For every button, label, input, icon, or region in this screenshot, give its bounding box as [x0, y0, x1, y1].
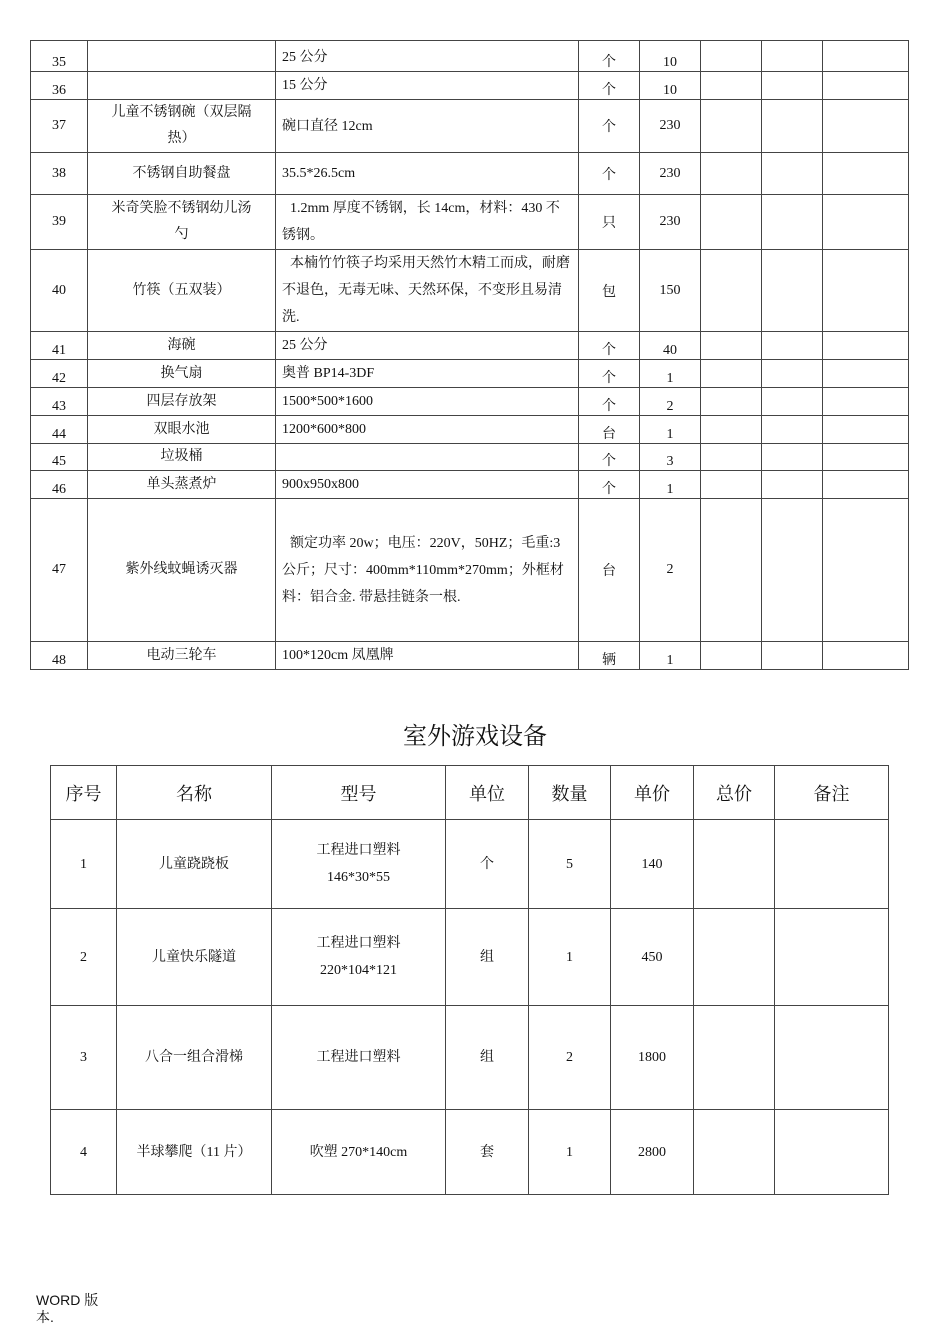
- item-spec: 1.2mm 厚度不锈钢，长 14cm，材料：430 不锈钢。: [276, 195, 579, 250]
- item-note: [775, 820, 889, 909]
- empty-cell: [823, 250, 909, 332]
- empty-cell: [823, 388, 909, 416]
- item-name: 儿童快乐隧道: [117, 909, 272, 1006]
- empty-cell: [823, 195, 909, 250]
- item-name: 海碗: [88, 332, 276, 360]
- item-unit: 台: [579, 499, 640, 642]
- item-name: 双眼水池: [88, 416, 276, 444]
- row-number: 2: [51, 909, 117, 1006]
- item-name: 电动三轮车: [88, 642, 276, 670]
- item-unit: 个: [579, 360, 640, 388]
- empty-cell: [701, 100, 762, 153]
- item-price: 2800: [611, 1110, 694, 1195]
- empty-cell: [762, 250, 823, 332]
- item-spec: 奥普 BP14-3DF: [276, 360, 579, 388]
- item-name: 儿童跷跷板: [117, 820, 272, 909]
- item-spec: 额定功率 20w；电压：220V，50HZ；毛重:3 公斤；尺寸：400mm*110mm*270mm；外框材料：铝合金. 带悬挂链条一根.: [276, 499, 579, 642]
- model: [272, 1110, 446, 1195]
- table-row: [31, 416, 909, 444]
- item-spec: 1500*500*1600: [276, 388, 579, 416]
- header-total: 总价: [694, 766, 775, 820]
- item-qty: 150: [640, 250, 701, 332]
- header-qty: 数量: [529, 766, 611, 820]
- table-row: [31, 471, 909, 499]
- model-line-2: 146*30*55: [327, 870, 390, 885]
- model: [272, 1006, 446, 1110]
- empty-cell: [823, 642, 909, 670]
- empty-cell: [823, 100, 909, 153]
- item-note: [775, 909, 889, 1006]
- item-unit: 只: [579, 195, 640, 250]
- row-number: 36: [31, 72, 88, 100]
- empty-cell: [701, 642, 762, 670]
- row-number: 46: [31, 471, 88, 499]
- item-qty: 230: [640, 100, 701, 153]
- empty-cell: [762, 332, 823, 360]
- item-unit: 个: [579, 444, 640, 471]
- item-unit: 个: [579, 72, 640, 100]
- model: [272, 820, 446, 909]
- empty-cell: [762, 388, 823, 416]
- header-note: 备注: [775, 766, 889, 820]
- section-title: 室外游戏设备: [403, 722, 547, 750]
- item-name: 换气扇: [88, 360, 276, 388]
- empty-cell: [762, 100, 823, 153]
- empty-cell: [762, 642, 823, 670]
- item-qty: 10: [640, 41, 701, 72]
- empty-cell: [823, 416, 909, 444]
- empty-cell: [762, 41, 823, 72]
- item-total: [694, 1006, 775, 1110]
- model-line-1: 工程进口塑料: [316, 1050, 401, 1065]
- item-unit: 个: [579, 332, 640, 360]
- table-row: [31, 388, 909, 416]
- item-price: 1800: [611, 1006, 694, 1110]
- item-qty: 5: [529, 820, 611, 909]
- model-line-2: 220*104*121: [320, 963, 397, 978]
- empty-cell: [701, 41, 762, 72]
- table-row: [31, 332, 909, 360]
- item-unit: 包: [579, 250, 640, 332]
- row-number: 3: [51, 1006, 117, 1110]
- empty-cell: [823, 360, 909, 388]
- item-qty: 10: [640, 72, 701, 100]
- empty-cell: [701, 416, 762, 444]
- item-name: 不锈钢自助餐盘: [88, 153, 276, 195]
- table-header-row: [51, 766, 889, 820]
- header-price: 单价: [611, 766, 694, 820]
- item-name: 单头蒸煮炉: [88, 471, 276, 499]
- empty-cell: [701, 360, 762, 388]
- outdoor-equipment-table: [50, 765, 889, 1195]
- item-qty: 1: [529, 1110, 611, 1195]
- empty-cell: [701, 444, 762, 471]
- row-number: 4: [51, 1110, 117, 1195]
- table-row: [31, 153, 909, 195]
- item-spec: 35.5*26.5cm: [276, 153, 579, 195]
- item-spec: 15 公分: [276, 72, 579, 100]
- item-unit: 个: [446, 820, 529, 909]
- item-spec: 本楠竹竹筷子均采用天然竹木精工而成，耐磨不退色，无毒无味、天然环保，不变形且易清洗.: [276, 250, 579, 332]
- row-number: 1: [51, 820, 117, 909]
- empty-cell: [762, 416, 823, 444]
- item-price: 450: [611, 909, 694, 1006]
- item-name: 半球攀爬（11 片）: [117, 1110, 272, 1195]
- footer-line-1: WORD 版: [36, 1292, 99, 1308]
- model: [272, 909, 446, 1006]
- empty-cell: [762, 153, 823, 195]
- item-qty: 1: [529, 909, 611, 1006]
- header-no: 序号: [51, 766, 117, 820]
- row-number: 40: [31, 250, 88, 332]
- equipment-table-continued: [30, 40, 909, 670]
- item-unit: 台: [579, 416, 640, 444]
- empty-cell: [762, 72, 823, 100]
- empty-cell: [762, 499, 823, 642]
- item-name: 垃圾桶: [88, 444, 276, 471]
- item-unit: 辆: [579, 642, 640, 670]
- row-number: 42: [31, 360, 88, 388]
- item-qty: 1: [640, 360, 701, 388]
- table-row: [51, 820, 889, 909]
- item-name: [88, 41, 276, 72]
- empty-cell: [823, 444, 909, 471]
- empty-cell: [701, 499, 762, 642]
- footer-line-2: 本.: [36, 1309, 54, 1325]
- row-number: 35: [31, 41, 88, 72]
- item-spec: 100*120cm 凤凰牌: [276, 642, 579, 670]
- item-total: [694, 820, 775, 909]
- item-spec: 碗口直径 12cm: [276, 100, 579, 153]
- item-unit: 个: [579, 100, 640, 153]
- item-name: 八合一组合滑梯: [117, 1006, 272, 1110]
- item-spec: 25 公分: [276, 332, 579, 360]
- table-row: [31, 100, 909, 153]
- empty-cell: [823, 72, 909, 100]
- footer-note: [36, 1292, 98, 1326]
- row-number: 41: [31, 332, 88, 360]
- table-row: [31, 499, 909, 642]
- row-number: 38: [31, 153, 88, 195]
- empty-cell: [701, 153, 762, 195]
- item-qty: 2: [640, 499, 701, 642]
- empty-cell: [762, 360, 823, 388]
- empty-cell: [701, 471, 762, 499]
- header-model: 型号: [272, 766, 446, 820]
- table-row: [31, 41, 909, 72]
- header-name: 名称: [117, 766, 272, 820]
- item-spec: 1200*600*800: [276, 416, 579, 444]
- empty-cell: [701, 72, 762, 100]
- item-unit: 个: [579, 388, 640, 416]
- item-spec: [276, 444, 579, 471]
- item-total: [694, 1110, 775, 1195]
- row-number: 37: [31, 100, 88, 153]
- item-qty: 1: [640, 642, 701, 670]
- item-note: [775, 1110, 889, 1195]
- row-number: 45: [31, 444, 88, 471]
- item-name: 米奇笑脸不锈钢幼儿汤勺: [88, 195, 276, 250]
- row-number: 44: [31, 416, 88, 444]
- item-unit: 个: [579, 153, 640, 195]
- item-unit: 个: [579, 41, 640, 72]
- item-qty: 3: [640, 444, 701, 471]
- empty-cell: [701, 332, 762, 360]
- table-row: [31, 72, 909, 100]
- empty-cell: [762, 444, 823, 471]
- item-qty: 230: [640, 195, 701, 250]
- table-row: [51, 1006, 889, 1110]
- empty-cell: [701, 195, 762, 250]
- item-name: 竹筷（五双装）: [88, 250, 276, 332]
- item-qty: 2: [640, 388, 701, 416]
- empty-cell: [762, 195, 823, 250]
- row-number: 48: [31, 642, 88, 670]
- row-number: 39: [31, 195, 88, 250]
- table-row: [31, 195, 909, 250]
- empty-cell: [823, 41, 909, 72]
- item-qty: 1: [640, 471, 701, 499]
- item-name: 紫外线蚊蝇诱灭器: [88, 499, 276, 642]
- item-price: 140: [611, 820, 694, 909]
- model-line-1: 工程进口塑料: [316, 843, 401, 858]
- table-row: [31, 444, 909, 471]
- item-name: 儿童不锈钢碗（双层隔热）: [88, 100, 276, 153]
- item-spec: 25 公分: [276, 41, 579, 72]
- item-qty: 1: [640, 416, 701, 444]
- table-row: [51, 1110, 889, 1195]
- item-name: 四层存放架: [88, 388, 276, 416]
- table-row: [31, 642, 909, 670]
- table-row: [31, 360, 909, 388]
- item-spec: 900x950x800: [276, 471, 579, 499]
- item-unit: 套: [446, 1110, 529, 1195]
- row-number: 47: [31, 499, 88, 642]
- item-qty: 2: [529, 1006, 611, 1110]
- item-note: [775, 1006, 889, 1110]
- table-row: [51, 909, 889, 1006]
- item-total: [694, 909, 775, 1006]
- item-unit: 个: [579, 471, 640, 499]
- item-name: [88, 72, 276, 100]
- row-number: 43: [31, 388, 88, 416]
- item-unit: 组: [446, 909, 529, 1006]
- empty-cell: [823, 332, 909, 360]
- item-qty: 230: [640, 153, 701, 195]
- table-row: [31, 250, 909, 332]
- model-line-1: 吹塑 270*140cm: [309, 1144, 408, 1160]
- empty-cell: [823, 471, 909, 499]
- empty-cell: [762, 471, 823, 499]
- item-unit: 组: [446, 1006, 529, 1110]
- model-line-1: 工程进口塑料: [316, 936, 401, 951]
- empty-cell: [823, 499, 909, 642]
- empty-cell: [701, 250, 762, 332]
- empty-cell: [701, 388, 762, 416]
- item-qty: 40: [640, 332, 701, 360]
- empty-cell: [823, 153, 909, 195]
- header-unit: 单位: [446, 766, 529, 820]
